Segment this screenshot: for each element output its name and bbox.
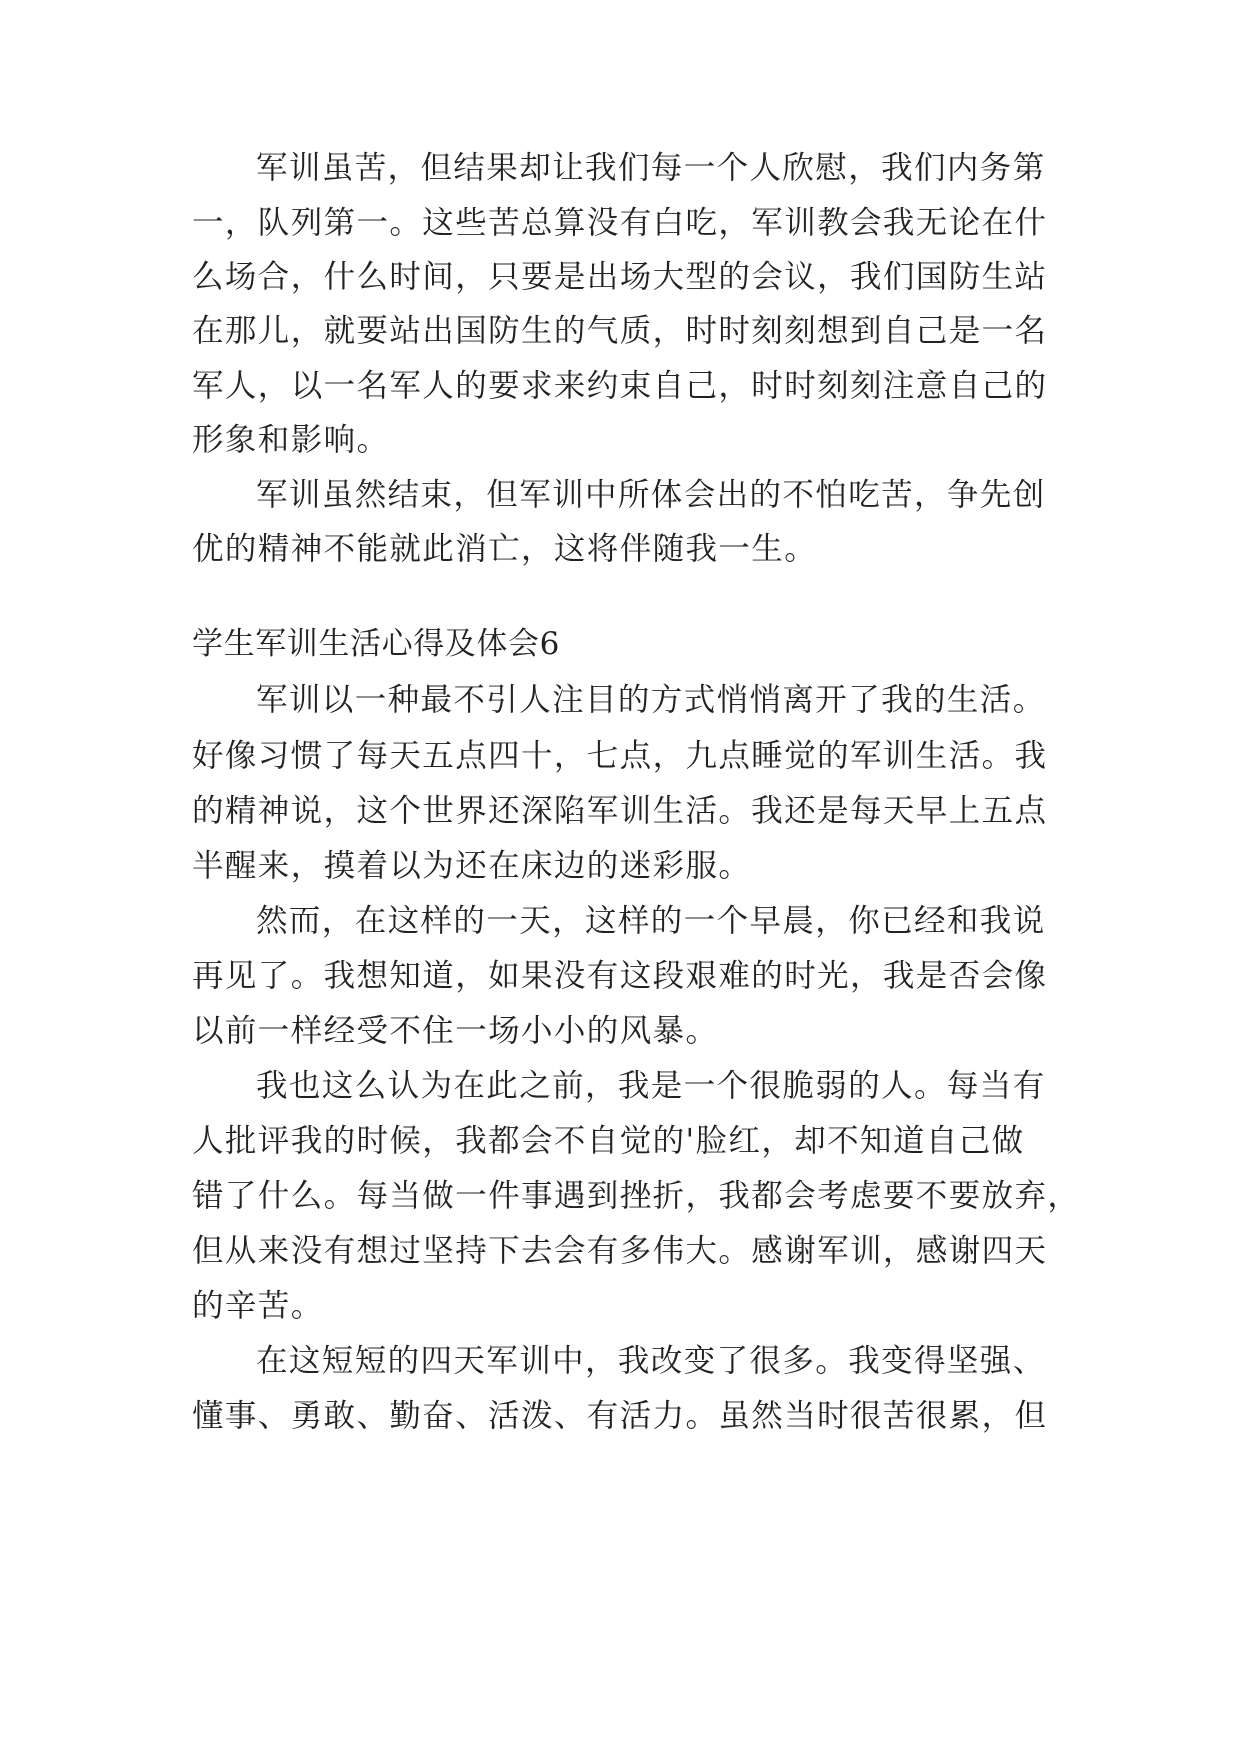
section-heading: 学生军训生活心得及体会6 [192, 626, 560, 662]
paragraph-1-line-2: 一，队列第一。这些苦总算没有白吃，军训教会我无论在什 [192, 205, 1048, 241]
paragraph-3-line-1: 军训以一种最不引人注目的方式悄悄离开了我的生活。 [256, 682, 1046, 718]
paragraph-4-line-3: 以前一样经受不住一场小小的风暴。 [192, 1013, 719, 1049]
paragraph-4-line-1: 然而，在这样的一天，这样的一个早晨，你已经和我说 [256, 903, 1046, 939]
paragraph-3-line-2: 好像习惯了每天五点四十，七点，九点睡觉的军训生活。我 [192, 738, 1048, 774]
paragraph-5-line-2: 人批评我的时候，我都会不自觉的'脸红，却不知道自己做 [192, 1123, 1025, 1159]
paragraph-1-line-6: 形象和影响。 [192, 422, 390, 458]
paragraph-2-line-1: 军训虽然结束，但军训中所体会出的不怕吃苦，争先创 [256, 477, 1046, 513]
paragraph-6-line-2: 懂事、勇敢、勤奋、活泼、有活力。虽然当时很苦很累，但 [192, 1398, 1048, 1434]
paragraph-1-line-5: 军人，以一名军人的要求来约束自己，时时刻刻注意自己的 [192, 368, 1048, 404]
paragraph-1-line-1: 军训虽苦，但结果却让我们每一个人欣慰，我们内务第 [256, 150, 1046, 186]
paragraph-6-line-1: 在这短短的四天军训中，我改变了很多。我变得坚强、 [256, 1343, 1046, 1379]
paragraph-4-line-2: 再见了。我想知道，如果没有这段艰难的时光，我是否会像 [192, 958, 1048, 994]
paragraph-5-line-4: 但从来没有想过坚持下去会有多伟大。感谢军训，感谢四天 [192, 1233, 1048, 1269]
paragraph-5-line-5: 的辛苦。 [192, 1288, 324, 1324]
paragraph-5-line-1: 我也这么认为在此之前，我是一个很脆弱的人。每当有 [256, 1068, 1046, 1104]
paragraph-3-line-4: 半醒来，摸着以为还在床边的迷彩服。 [192, 848, 752, 884]
paragraph-3-line-3: 的精神说，这个世界还深陷军训生活。我还是每天早上五点 [192, 793, 1048, 829]
paragraph-1-line-3: 么场合，什么时间，只要是出场大型的会议，我们国防生站 [192, 259, 1048, 295]
paragraph-1-line-4: 在那儿，就要站出国防生的气质，时时刻刻想到自己是一名 [192, 313, 1048, 349]
paragraph-5-line-3: 错了什么。每当做一件事遇到挫折，我都会考虑要不要放弃， [192, 1178, 1081, 1214]
paragraph-2-line-2: 优的精神不能就此消亡，这将伴随我一生。 [192, 531, 818, 567]
